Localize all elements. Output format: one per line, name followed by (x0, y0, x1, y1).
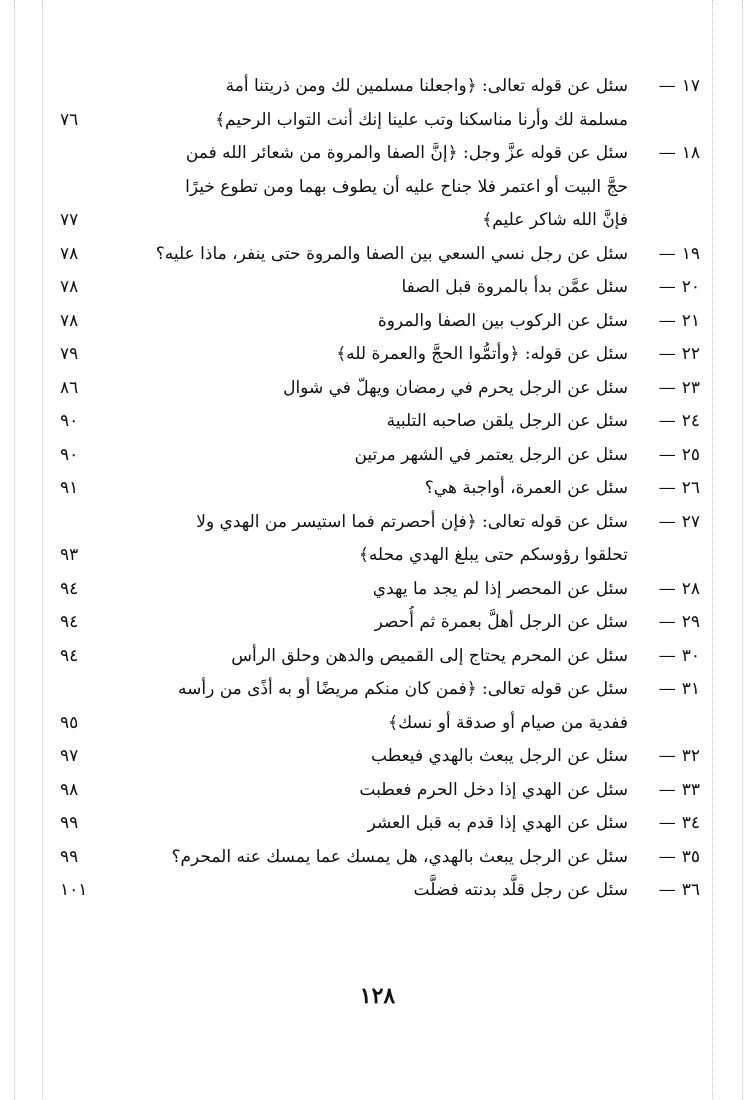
entry-text: حجَّ البيت أو اعتمر فلا جناح عليه أن يطوف بهما ومن تطوع خيرًا (185, 176, 628, 197)
toc-entry (60, 573, 700, 607)
entry-number (630, 841, 700, 875)
entry-dash: — (658, 578, 676, 599)
entry-number-value: ٢٣ (681, 377, 700, 398)
toc-entry-line (60, 673, 700, 707)
entry-number-value: ٢١ (681, 310, 700, 331)
toc-entry (60, 137, 700, 238)
toc-entry (60, 372, 700, 406)
entry-page-number: ٧٨ (60, 277, 79, 297)
entry-dash: — (658, 612, 676, 632)
entry-number (630, 673, 700, 707)
entry-number-value: ٢٢ (681, 344, 700, 364)
entry-number (630, 338, 700, 372)
entry-dash: — (658, 880, 676, 900)
entry-text: ففدية من صيام أو صدقة أو نسك﴾ (388, 712, 628, 733)
toc-entry (60, 606, 700, 640)
entry-dash: — (658, 277, 676, 297)
toc-entry-line (60, 372, 700, 406)
entry-dash: — (658, 679, 676, 699)
table-of-contents (60, 70, 700, 908)
entry-text: سئل عن رجل قلَّد بدنته فضلَّت (413, 880, 628, 900)
toc-entry (60, 338, 700, 372)
toc-entry (60, 439, 700, 473)
entry-number-value: ٣٣ (681, 779, 700, 800)
entry-number (630, 740, 700, 774)
entry-text: سئل عن رجل نسي السعي بين الصفا والمروة حتى ينفر، ماذا عليه؟ (155, 243, 628, 264)
toc-entry (60, 640, 700, 674)
entry-dash: — (658, 746, 676, 766)
toc-entry-line (60, 405, 700, 439)
toc-entry-line (60, 807, 700, 841)
margin-guide-right-1 (712, 0, 713, 1100)
entry-number (630, 472, 700, 506)
entry-number (630, 807, 700, 841)
entry-page-number: ٧٨ (60, 243, 79, 264)
entry-number-value: ١٩ (681, 243, 700, 264)
entry-text: سئل عن الرجل أهلَّ بعمرة ثم أُحصر (374, 612, 628, 632)
toc-entry-line (60, 606, 700, 640)
entry-page-number: ٩٤ (60, 612, 79, 632)
entry-dash: — (658, 377, 676, 398)
entry-number (630, 238, 700, 272)
toc-entry (60, 238, 700, 272)
toc-entry (60, 305, 700, 339)
entry-number-value: ٢٥ (681, 444, 700, 465)
toc-entry (60, 740, 700, 774)
entry-number (630, 439, 700, 473)
entry-number-value: ١٨ (681, 143, 700, 163)
toc-entry-line (60, 238, 700, 272)
entry-number (630, 372, 700, 406)
entry-text: سئل عن الهدي إذا دخل الحرم فعطبت (359, 779, 628, 800)
entry-text: سئل عن المحصر إذا لم يجد ما يهدي (372, 578, 628, 599)
toc-entry-line (60, 539, 700, 573)
entry-page-number: ٩٣ (60, 545, 79, 565)
entry-dash: — (658, 444, 676, 465)
entry-number (630, 640, 700, 674)
entry-number (630, 573, 700, 607)
entry-dash: — (658, 478, 676, 498)
margin-guide-right-2 (742, 0, 743, 1100)
entry-page-number: ٩٨ (60, 779, 79, 800)
entry-number-value: ٣٦ (681, 880, 700, 900)
toc-entry-line (60, 573, 700, 607)
entry-dash: — (658, 411, 676, 431)
toc-entry (60, 70, 700, 137)
toc-entry-line (60, 70, 700, 104)
toc-entry (60, 271, 700, 305)
entry-number-value: ٢٦ (681, 478, 700, 498)
entry-page-number: ٨٦ (60, 377, 79, 398)
entry-page-number: ٧٧ (60, 210, 79, 230)
toc-entry (60, 405, 700, 439)
toc-entry-line (60, 439, 700, 473)
entry-text: سئل عن الرجل يلقن صاحبه التلبية (386, 411, 628, 431)
entry-text: سئل عن قوله: ﴿وأتمُّوا الحجَّ والعمرة لله﴾ (336, 344, 628, 364)
entry-text: سئل عن قوله تعالى: ﴿واجعلنا مسلمين لك ومن ذريتنا أمة (225, 76, 628, 96)
entry-dash: — (658, 344, 676, 364)
entry-number-value: ٢٤ (681, 411, 700, 431)
toc-entry-line (60, 305, 700, 339)
toc-entry-line (60, 740, 700, 774)
entry-number (630, 305, 700, 339)
entry-text: سئل عن قوله تعالى: ﴿فمن كان منكم مريضًا أو به أذًى من رأسه (178, 679, 628, 699)
entry-text: سئل عن الرجل يبعث بالهدي، هل يمسك عما يمسك عنه المحرم؟ (171, 846, 628, 867)
toc-entry-line (60, 171, 700, 205)
toc-entry-line (60, 640, 700, 674)
entry-page-number: ٧٨ (60, 310, 79, 331)
toc-entry (60, 774, 700, 808)
toc-entry-line (60, 707, 700, 741)
entry-page-number: ٩٩ (60, 813, 79, 833)
entry-number (630, 606, 700, 640)
entry-page-number: ٩٤ (60, 578, 79, 599)
entry-page-number: ٩٥ (60, 712, 79, 733)
toc-entry-line (60, 204, 700, 238)
page-number: ١٢٨ (359, 983, 396, 1009)
entry-number (630, 70, 700, 104)
entry-page-number: ٩٤ (60, 645, 79, 666)
entry-number-value: ٢٧ (681, 511, 700, 532)
entry-text: فإنَّ الله شاكر عليم﴾ (482, 210, 628, 230)
entry-dash: — (658, 143, 676, 163)
entry-dash: — (658, 779, 676, 800)
entry-text: سئل عن الهدي إذا قدم به قبل العشر (367, 813, 628, 833)
toc-entry (60, 506, 700, 573)
entry-number (630, 506, 700, 540)
toc-entry-line (60, 874, 700, 908)
entry-text: سئل عن الركوب بين الصفا والمروة (377, 310, 628, 331)
entry-dash: — (658, 813, 676, 833)
entry-number-value: ٢٠ (681, 277, 700, 297)
entry-number (630, 774, 700, 808)
entry-page-number: ٩٠ (60, 411, 79, 431)
entry-number-value: ٢٩ (681, 612, 700, 632)
entry-number (630, 405, 700, 439)
entry-number-value: ٣١ (681, 679, 700, 699)
toc-entry-line (60, 841, 700, 875)
entry-page-number: ٩٩ (60, 846, 79, 867)
entry-number-value: ٣٤ (681, 813, 700, 833)
toc-entry-line (60, 104, 700, 138)
entry-dash: — (658, 310, 676, 331)
entry-number (630, 137, 700, 171)
entry-dash: — (658, 243, 676, 264)
entry-number-value: ٣٢ (681, 746, 700, 766)
entry-number-value: ١٧ (681, 76, 700, 96)
entry-dash: — (658, 76, 676, 96)
entry-page-number: ٧٦ (60, 109, 79, 130)
entry-dash: — (658, 511, 676, 532)
entry-text: سئل عن قوله تعالى: ﴿فإن أحصرتم فما استيسر من الهدي ولا (196, 511, 628, 532)
toc-entry-line (60, 271, 700, 305)
toc-entry-line (60, 338, 700, 372)
toc-entry-line (60, 137, 700, 171)
toc-entry (60, 472, 700, 506)
toc-entry (60, 807, 700, 841)
entry-page-number: ٩٧ (60, 746, 79, 766)
toc-entry (60, 673, 700, 740)
entry-dash: — (658, 846, 676, 867)
entry-dash: — (658, 645, 676, 666)
entry-text: سئل عن الرجل يعتمر في الشهر مرتين (354, 444, 628, 465)
toc-entry-line (60, 472, 700, 506)
entry-page-number: ٩٠ (60, 444, 79, 465)
entry-text: مسلمة لك وأرنا مناسكنا وتب علينا إنك أنت التواب الرحيم﴾ (215, 109, 628, 130)
toc-entry-line (60, 506, 700, 540)
entry-text: سئل عن قوله عزَّ وجل: ﴿إنَّ الصفا والمروة من شعائر الله فمن (185, 143, 628, 163)
entry-number-value: ٣٥ (681, 846, 700, 867)
entry-text: تحلقوا رؤوسكم حتى يبلغ الهدي محله﴾ (358, 545, 628, 565)
margin-guide-left-1 (14, 0, 15, 1100)
entry-text: سئل عمَّن بدأ بالمروة قبل الصفا (401, 277, 628, 297)
toc-entry (60, 874, 700, 908)
toc-entry (60, 841, 700, 875)
entry-number (630, 874, 700, 908)
entry-number (630, 271, 700, 305)
margin-guide-left-2 (42, 0, 43, 1100)
entry-page-number: ١٠١ (60, 880, 88, 900)
entry-page-number: ٧٩ (60, 344, 79, 364)
toc-entry-line (60, 774, 700, 808)
entry-number-value: ٢٨ (681, 578, 700, 599)
entry-page-number: ٩١ (60, 478, 79, 498)
entry-text: سئل عن المحرم يحتاج إلى القميص والدهن وحلق الرأس (231, 645, 628, 666)
entry-number-value: ٣٠ (681, 645, 700, 666)
entry-text: سئل عن العمرة، أواجبة هي؟ (424, 478, 628, 498)
entry-text: سئل عن الرجل يحرم في رمضان ويهلّ في شوال (283, 377, 628, 398)
entry-text: سئل عن الرجل يبعث بالهدي فيعطب (370, 746, 628, 766)
